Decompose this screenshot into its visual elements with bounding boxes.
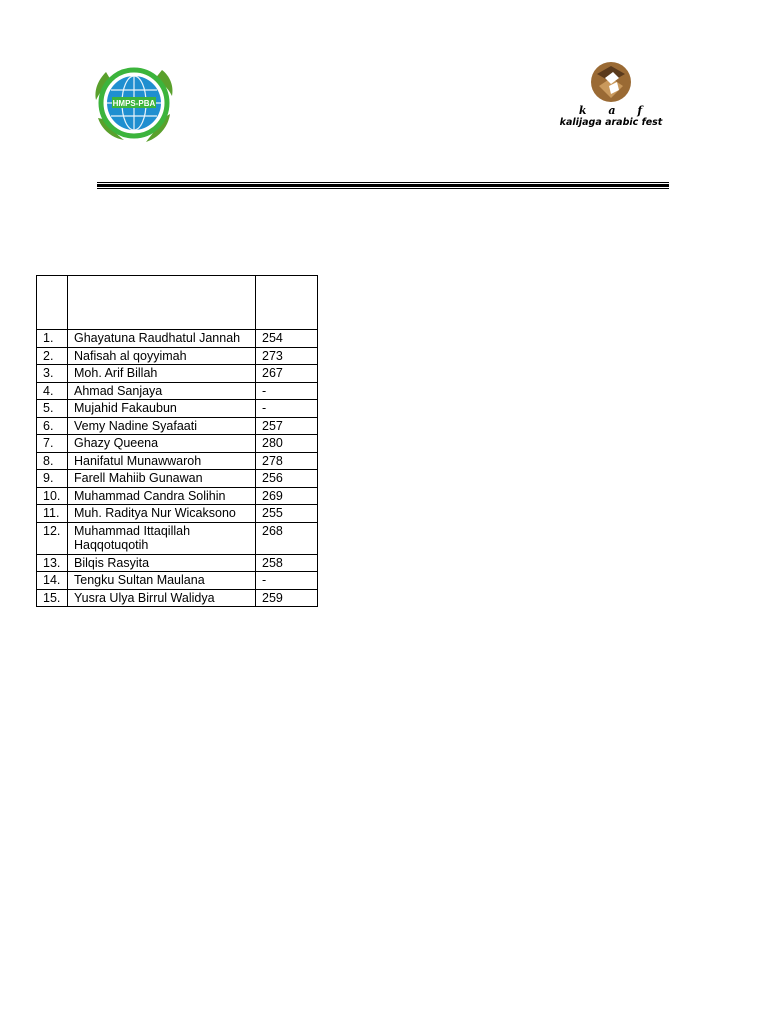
table-row <box>37 522 318 554</box>
participant-score: 259 <box>256 589 318 607</box>
participant-score: 269 <box>256 487 318 505</box>
kaf-logo <box>553 60 669 142</box>
header-cell-name <box>68 276 256 330</box>
header-cell-no <box>37 276 68 330</box>
row-number: 7. <box>37 435 68 453</box>
row-number: 15. <box>37 589 68 607</box>
row-number: 14. <box>37 572 68 590</box>
table-row <box>37 417 318 435</box>
participant-name: Yusra Ulya Birrul Walidya <box>68 589 256 607</box>
participant-name: Tengku Sultan Maulana <box>68 572 256 590</box>
table-row <box>37 452 318 470</box>
participant-score: 280 <box>256 435 318 453</box>
hmps-pba-logo <box>92 62 176 144</box>
kaf-logo-letters: k a f <box>578 104 652 117</box>
participant-score: 278 <box>256 452 318 470</box>
table-row <box>37 589 318 607</box>
table-row <box>37 470 318 488</box>
participant-name: Farell Mahiib Gunawan <box>68 470 256 488</box>
header-divider-thick <box>97 184 669 187</box>
participant-name: Muh. Raditya Nur Wicaksono <box>68 505 256 523</box>
participant-score: 267 <box>256 365 318 383</box>
table-row <box>37 347 318 365</box>
participant-name: Vemy Nadine Syafaati <box>68 417 256 435</box>
table-row <box>37 435 318 453</box>
participant-score: 258 <box>256 554 318 572</box>
header-cell-score <box>256 276 318 330</box>
participant-name: Muhammad Ittaqillah Haqqotuqotih <box>68 522 256 554</box>
participant-name: Ahmad Sanjaya <box>68 382 256 400</box>
table-row <box>37 400 318 418</box>
row-number: 5. <box>37 400 68 418</box>
table-row <box>37 572 318 590</box>
participant-score: - <box>256 572 318 590</box>
participant-score: 273 <box>256 347 318 365</box>
hmps-pba-globe-logo-icon <box>92 62 176 144</box>
participant-score: 257 <box>256 417 318 435</box>
table-row <box>37 554 318 572</box>
table-row <box>37 330 318 348</box>
row-number: 12. <box>37 522 68 554</box>
row-number: 10. <box>37 487 68 505</box>
hmps-pba-logo-text: HMPS-PBA <box>112 99 156 108</box>
participant-name: Moh. Arif Billah <box>68 365 256 383</box>
participant-score: - <box>256 400 318 418</box>
participant-name: Hanifatul Munawwaroh <box>68 452 256 470</box>
participant-name: Ghazy Queena <box>68 435 256 453</box>
table-row <box>37 505 318 523</box>
row-number: 8. <box>37 452 68 470</box>
participant-score: 256 <box>256 470 318 488</box>
kaf-logo-name: kalijaga arabic fest <box>559 117 663 128</box>
table-row <box>37 487 318 505</box>
participant-name: Bilqis Rasyita <box>68 554 256 572</box>
header-divider-thin-top <box>97 182 669 183</box>
participant-name: Mujahid Fakaubun <box>68 400 256 418</box>
participant-name: Nafisah al qoyyimah <box>68 347 256 365</box>
row-number: 13. <box>37 554 68 572</box>
table-header-row <box>37 276 318 330</box>
row-number: 6. <box>37 417 68 435</box>
header-divider-thin-bottom <box>97 188 669 189</box>
table-row <box>37 365 318 383</box>
participant-score: 268 <box>256 522 318 554</box>
table-row <box>37 382 318 400</box>
results-table <box>36 275 318 607</box>
row-number: 11. <box>37 505 68 523</box>
participant-score: 255 <box>256 505 318 523</box>
row-number: 3. <box>37 365 68 383</box>
kaf-logo-icon <box>589 60 633 104</box>
participant-name: Ghayatuna Raudhatul Jannah <box>68 330 256 348</box>
row-number: 1. <box>37 330 68 348</box>
row-number: 4. <box>37 382 68 400</box>
participant-score: 254 <box>256 330 318 348</box>
row-number: 9. <box>37 470 68 488</box>
participant-score: - <box>256 382 318 400</box>
participant-name: Muhammad Candra Solihin <box>68 487 256 505</box>
row-number: 2. <box>37 347 68 365</box>
